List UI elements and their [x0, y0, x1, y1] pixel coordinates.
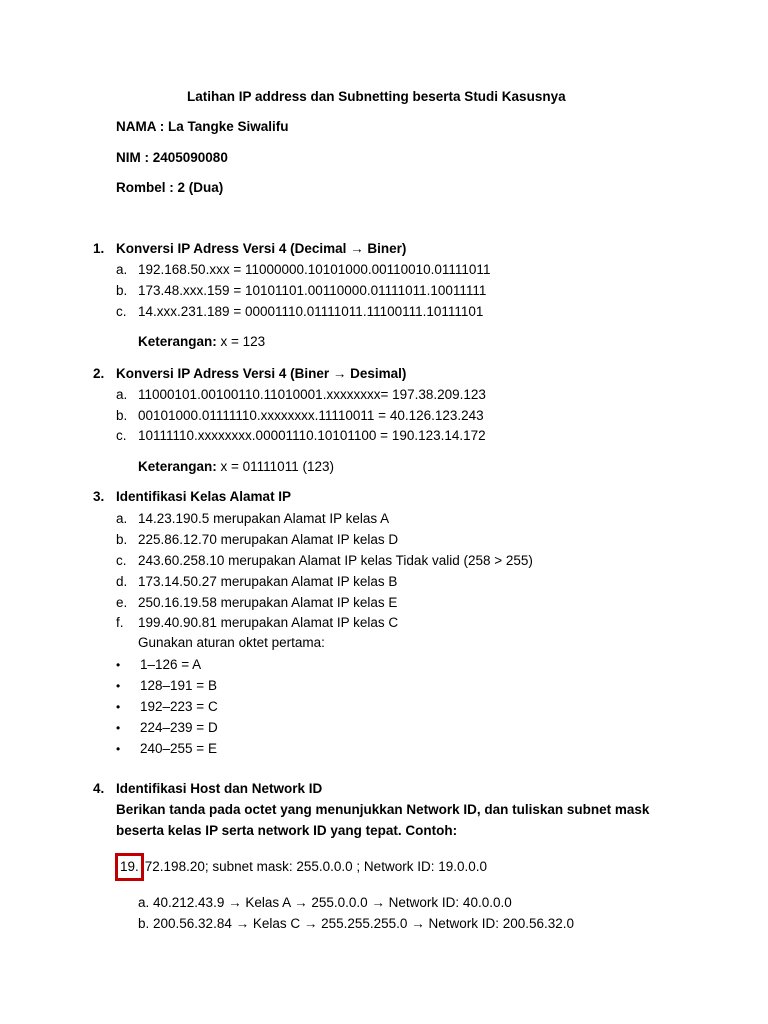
section-1-note	[138, 333, 265, 351]
list-item: 11000101.00100110.11010001.xxxxxxxx= 197.38.209.123	[138, 387, 486, 402]
list-item: 173.14.50.27 merupakan Alamat IP kelas B	[138, 574, 398, 589]
page-title: Latihan IP address dan Subnetting beserta Studi Kasusnya	[187, 89, 566, 104]
bullet-icon: •	[116, 721, 121, 735]
list-item: 199.40.90.81 merupakan Alamat IP kelas C	[138, 615, 399, 630]
list-marker: a.	[116, 511, 128, 526]
note-label: Keterangan:	[138, 334, 217, 349]
list-item: 14.xxx.231.189 = 00001110.01111011.11100111.10111101	[138, 304, 484, 319]
section-2-title-part-a: Konversi IP Adress Versi 4 (Biner	[116, 366, 333, 381]
section-4-description: beserta kelas IP serta network ID yang tepat. Contoh:	[116, 823, 458, 838]
network-id-highlight-box: 19.	[115, 853, 144, 881]
section-1-title	[116, 240, 406, 258]
student-rombel: Rombel : 2 (Dua)	[116, 180, 224, 195]
section-4-description: Berikan tanda pada octet yang menunjukkan Network ID, dan tuliskan subnet mask	[116, 802, 650, 817]
section-2-number: 2.	[93, 366, 105, 381]
rule-item: 240–255 = E	[140, 741, 217, 756]
bullet-icon: •	[116, 658, 121, 672]
list-marker: c.	[116, 428, 127, 443]
bullet-icon: •	[116, 742, 121, 756]
section-2-title	[116, 365, 406, 383]
student-name: NAMA : La Tangke Siwalifu	[116, 119, 289, 134]
section-4-title: Identifikasi Host dan Network ID	[116, 781, 323, 796]
note-value: x = 01111011 (123)	[216, 459, 334, 474]
list-item: 173.48.xxx.159 = 10101101.00110000.01111011.10011111	[138, 283, 487, 298]
list-marker: e.	[116, 595, 128, 610]
list-marker: f.	[116, 615, 124, 630]
section-3-title: Identifikasi Kelas Alamat IP	[116, 489, 292, 504]
note-label: Keterangan:	[138, 459, 217, 474]
bullet-icon: •	[116, 679, 121, 693]
list-marker: d.	[116, 574, 128, 589]
list-item: 243.60.258.10 merupakan Alamat IP kelas Tidak valid (258 > 255)	[138, 553, 533, 568]
list-marker: b.	[116, 408, 128, 423]
example-line	[115, 853, 487, 881]
section-1-number: 1.	[93, 241, 105, 256]
arrow-right-icon: →	[332, 366, 347, 381]
section-1-title-part-a: Konversi IP Adress Versi 4 (Decimal	[116, 241, 351, 256]
rule-intro: Gunakan aturan oktet pertama:	[138, 635, 325, 650]
rule-item: 224–239 = D	[140, 720, 218, 735]
student-nim: NIM : 2405090080	[116, 150, 228, 165]
list-marker: b.	[116, 283, 128, 298]
rule-item: 128–191 = B	[140, 678, 217, 693]
answer-item: b. 200.56.32.84 → Kelas C → 255.255.255.0 → Network ID: 200.56.32.0	[138, 916, 575, 931]
section-4-number: 4.	[93, 781, 105, 796]
list-marker: b.	[116, 532, 128, 547]
list-item: 250.16.19.58 merupakan Alamat IP kelas E	[138, 595, 398, 610]
note-value: x = 123	[216, 334, 266, 349]
section-3-number: 3.	[93, 489, 105, 504]
arrow-right-icon: →	[350, 241, 364, 256]
list-item: 10111110.xxxxxxxx.00001110.10101100 = 190.123.14.172	[138, 428, 486, 443]
example-text: 72.198.20; subnet mask: 255.0.0.0 ; Network ID: 19.0.0.0	[144, 859, 487, 874]
list-item: 225.86.12.70 merupakan Alamat IP kelas D	[138, 532, 399, 547]
bullet-icon: •	[116, 700, 121, 714]
rule-item: 1–126 = A	[140, 657, 202, 672]
answer-item: a. 40.212.43.9 → Kelas A → 255.0.0.0 → Network ID: 40.0.0.0	[138, 895, 512, 910]
list-marker: c.	[116, 304, 127, 319]
rule-item: 192–223 = C	[140, 699, 218, 714]
list-marker: a.	[116, 262, 128, 277]
section-2-note	[138, 458, 334, 476]
list-item: 192.168.50.xxx = 11000000.10101000.00110010.01111011	[138, 262, 491, 277]
section-2-title-part-b: Desimal)	[346, 366, 407, 381]
list-marker: c.	[116, 553, 127, 568]
list-item: 00101000.01111110.xxxxxxxx.11110011 = 40.126.123.243	[138, 408, 484, 423]
section-1-title-part-b: Biner)	[363, 241, 407, 256]
list-item: 14.23.190.5 merupakan Alamat IP kelas A	[138, 511, 390, 526]
list-marker: a.	[116, 387, 128, 402]
